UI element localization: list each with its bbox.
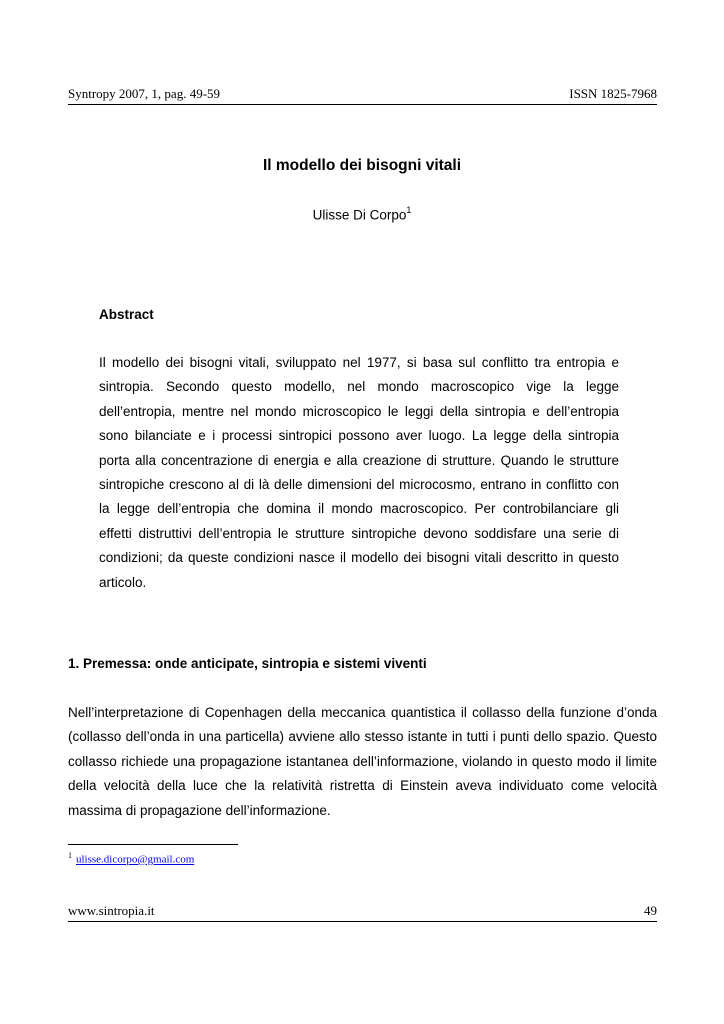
- author-line: [0, 206, 724, 223]
- section-heading: 1. Premessa: onde anticipate, sintropia e sistemi viventi: [68, 656, 427, 671]
- page-number: 49: [644, 903, 657, 918]
- footnote: [68, 851, 194, 866]
- footnote-mark: 1: [68, 851, 72, 860]
- author-name: Ulisse Di Corpo: [312, 207, 407, 223]
- website-link[interactable]: www.sintropia.it: [68, 903, 155, 918]
- section-body: Nell’interpretazione di Copenhagen della meccanica quantistica il collasso della funzione d’onda (collasso dell’onda in una particella) avviene allo stesso istante in tutti i punti dello spazio. Questo collasso richiede una propagazione istantanea dell’informazione, violando in questo modo il limite della velocità della luce che la relatività ristretta di Einstein aveva individuato come velocità massima di propagazione dell’informazione.: [68, 705, 657, 818]
- abstract-heading: Abstract: [99, 307, 154, 322]
- author-footnote-mark: 1: [406, 205, 412, 215]
- issn: ISSN 1825-7968: [569, 86, 657, 101]
- footnote-divider: [68, 844, 238, 845]
- running-footer: [68, 903, 657, 922]
- paper-title: Il modello dei bisogni vitali: [262, 157, 462, 174]
- running-header: [68, 86, 657, 105]
- journal-citation: Syntropy 2007, 1, pag. 49-59: [68, 86, 221, 101]
- abstract-body: Il modello dei bisogni vitali, sviluppato nel 1977, si basa sul conflitto tra entropia e sintropia. Secondo questo modello, nel mondo macroscopico vige la legge dell’entropia, mentre nel mondo microscopico le leggi della sintropia e dell’entropia sono bilanciate e i processi sintropici possono aver luogo. La legge della sintropia porta alla concentrazione di energia e alla creazione di strutture. Quando le strutture sintropiche crescono al di là delle dimensioni del microcosmo, entrano in conflitto con la legge dell’entropia che domina il mondo macroscopico. Per controbilanciare gli effetti distruttivi dell’entropia le strutture sintropiche devono soddisfare una serie di condizioni; da queste condizioni nasce il modello dei bisogni vitali descritto in questo articolo.: [99, 355, 619, 590]
- author-email-link[interactable]: ulisse.dicorpo@gmail.com: [76, 853, 195, 866]
